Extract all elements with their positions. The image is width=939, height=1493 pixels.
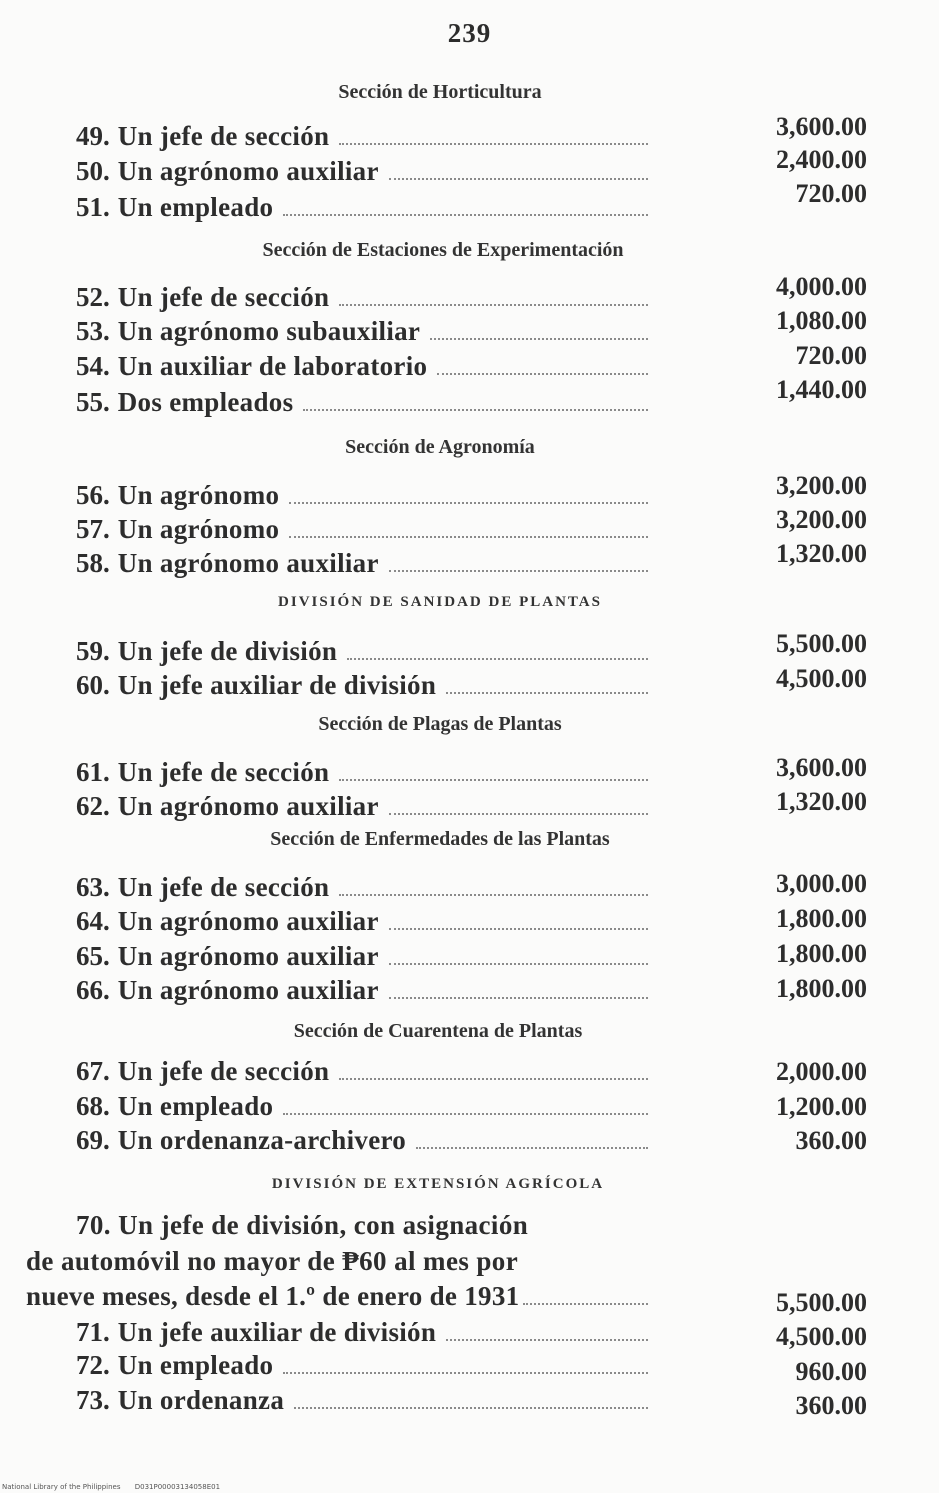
item-amount: 5,500.00 xyxy=(776,1288,867,1317)
line-item xyxy=(76,1056,652,1090)
item-description: Un agrónomo auxiliar xyxy=(117,156,379,186)
item-number: 63. xyxy=(76,872,110,902)
item-amount: 1,320.00 xyxy=(776,539,867,568)
dot-leader xyxy=(437,373,648,375)
line-item xyxy=(76,757,652,791)
dot-leader xyxy=(389,963,648,965)
item-number: 51. xyxy=(76,192,110,222)
item-description: Un agrónomo auxiliar xyxy=(117,975,379,1005)
item-amount: 960.00 xyxy=(795,1357,867,1386)
dot-leader xyxy=(389,813,648,815)
item-amount: 360.00 xyxy=(795,1391,867,1420)
dot-leader xyxy=(283,1113,648,1115)
line-item xyxy=(76,636,652,670)
section-heading: Sección de Agronomía xyxy=(345,436,535,458)
item-amount: 360.00 xyxy=(795,1126,867,1155)
section-heading: Sección de Estaciones de Experimentación xyxy=(262,239,624,261)
item-amount: 3,200.00 xyxy=(776,471,867,500)
dot-leader xyxy=(430,338,648,340)
item-number: 56. xyxy=(76,480,110,510)
line-item xyxy=(76,156,652,190)
item-description: Un jefe de sección xyxy=(117,282,330,312)
item-number: 65. xyxy=(76,941,110,971)
item-number: 60. xyxy=(76,670,110,700)
item-description: Un empleado xyxy=(117,1350,274,1380)
item-description: Un jefe de sección xyxy=(117,121,330,151)
item-amount: 4,500.00 xyxy=(776,664,867,693)
division-heading: DIVISIÓN DE SANIDAD DE PLANTAS xyxy=(278,594,602,610)
item-amount: 2,000.00 xyxy=(776,1057,867,1086)
line-item xyxy=(76,121,652,155)
dot-leader xyxy=(416,1147,648,1149)
item-number: 62. xyxy=(76,791,110,821)
item-amount: 4,000.00 xyxy=(776,272,867,301)
item-amount: 5,500.00 xyxy=(776,629,867,658)
item-amount: 1,800.00 xyxy=(776,904,867,933)
dot-leader xyxy=(523,1303,648,1305)
item-description: Un jefe auxiliar de división xyxy=(117,1317,437,1347)
item-amount: 3,200.00 xyxy=(776,505,867,534)
line-item xyxy=(76,480,652,514)
dot-leader xyxy=(446,692,648,694)
scan-footer xyxy=(2,1483,232,1491)
dot-leader xyxy=(289,502,648,504)
item-amount: 720.00 xyxy=(795,341,867,370)
line-item xyxy=(76,941,652,975)
item-number: 64. xyxy=(76,906,110,936)
division-heading: DIVISIÓN DE EXTENSIÓN AGRÍCOLA xyxy=(271,1176,605,1192)
line-item xyxy=(76,906,652,940)
paragraph-line: de automóvil no mayor de ₱60 al mes por xyxy=(26,1246,519,1276)
item-amount: 1,800.00 xyxy=(776,974,867,1003)
item-description: Dos empleados xyxy=(117,387,294,417)
dot-leader xyxy=(339,894,648,896)
dot-leader xyxy=(389,928,648,930)
section-heading: Sección de Cuarentena de Plantas xyxy=(293,1020,583,1042)
dot-leader xyxy=(339,779,648,781)
line-item xyxy=(76,192,652,226)
item-description: Un empleado xyxy=(117,192,274,222)
item-description: Un agrónomo xyxy=(117,514,280,544)
item-number: 53. xyxy=(76,316,110,346)
item-amount: 1,200.00 xyxy=(776,1092,867,1121)
line-item xyxy=(76,670,652,704)
item-number: 61. xyxy=(76,757,110,787)
item-number: 54. xyxy=(76,351,110,381)
line-item xyxy=(76,1125,652,1159)
dot-leader xyxy=(283,1372,648,1374)
item-number: 59. xyxy=(76,636,110,666)
line-item xyxy=(76,1350,652,1384)
line-item xyxy=(76,351,652,385)
line-item xyxy=(76,1385,652,1419)
dot-leader xyxy=(446,1339,648,1341)
dot-leader xyxy=(389,997,648,999)
item-description: Un auxiliar de laboratorio xyxy=(117,351,428,381)
line-item xyxy=(76,514,652,548)
dot-leader xyxy=(347,658,648,660)
item-description: Un jefe de división xyxy=(117,636,338,666)
item-description: Un empleado xyxy=(117,1091,274,1121)
item-amount: 4,500.00 xyxy=(776,1322,867,1351)
paragraph-line: nueve meses, desde el 1.º de enero de 1931 xyxy=(26,1281,520,1311)
dot-leader xyxy=(303,409,648,411)
section-heading: Sección de Plagas de Plantas xyxy=(318,713,562,735)
item-number: 66. xyxy=(76,975,110,1005)
item-amount: 1,800.00 xyxy=(776,939,867,968)
item-description: Un agrónomo subauxiliar xyxy=(117,316,421,346)
dot-leader xyxy=(289,536,648,538)
line-item xyxy=(76,1317,652,1351)
item-number: 58. xyxy=(76,548,110,578)
line-item xyxy=(76,975,652,1009)
dot-leader xyxy=(339,143,648,145)
dot-leader xyxy=(339,1078,648,1080)
dot-leader xyxy=(283,214,648,216)
item-number: 52. xyxy=(76,282,110,312)
line-item xyxy=(76,872,652,906)
item-number: 72. xyxy=(76,1350,110,1380)
library-name: National Library of the Philippines xyxy=(2,1483,121,1491)
item-number: 68. xyxy=(76,1091,110,1121)
scan-code: D031P00003134058E01 xyxy=(134,1483,221,1491)
item-description: Un jefe de sección xyxy=(117,1056,330,1086)
item-description: Un ordenanza-archivero xyxy=(117,1125,407,1155)
item-number: 55. xyxy=(76,387,110,417)
item-description: Un jefe de sección xyxy=(117,872,330,902)
line-item xyxy=(76,316,652,350)
line-item xyxy=(26,1281,652,1315)
item-description: Un jefe de sección xyxy=(117,757,330,787)
item-description: Un agrónomo auxiliar xyxy=(117,791,379,821)
item-description: Un agrónomo auxiliar xyxy=(117,906,379,936)
item-description: Un ordenanza xyxy=(117,1385,285,1415)
dot-leader xyxy=(339,304,648,306)
page-number: 239 xyxy=(447,18,492,48)
section-heading: Sección de Horticultura xyxy=(338,81,542,103)
item-number: 69. xyxy=(76,1125,110,1155)
item-amount: 1,320.00 xyxy=(776,787,867,816)
section-heading: Sección de Enfermedades de las Plantas xyxy=(270,828,610,850)
line-item xyxy=(76,1091,652,1125)
item-amount: 3,600.00 xyxy=(776,753,867,782)
item-amount: 2,400.00 xyxy=(776,145,867,174)
item-description: Un agrónomo auxiliar xyxy=(117,941,379,971)
item-amount: 720.00 xyxy=(795,179,867,208)
dot-leader xyxy=(294,1407,648,1409)
line-item xyxy=(76,548,652,582)
item-amount: 3,600.00 xyxy=(776,112,867,141)
item-amount: 3,000.00 xyxy=(776,869,867,898)
line-item xyxy=(76,387,652,421)
item-number: 71. xyxy=(76,1317,110,1347)
item-description: Un agrónomo auxiliar xyxy=(117,548,379,578)
line-item xyxy=(76,282,652,316)
item-description: Un agrónomo xyxy=(117,480,280,510)
item-number: 67. xyxy=(76,1056,110,1086)
paragraph-line: 70. Un jefe de división, con asignación xyxy=(76,1210,529,1240)
item-description: Un jefe auxiliar de división xyxy=(117,670,437,700)
item-number: 49. xyxy=(76,121,110,151)
dot-leader xyxy=(389,570,648,572)
line-item xyxy=(76,791,652,825)
item-number: 73. xyxy=(76,1385,110,1415)
item-number: 57. xyxy=(76,514,110,544)
item-amount: 1,080.00 xyxy=(776,306,867,335)
item-amount: 1,440.00 xyxy=(776,375,867,404)
item-number: 50. xyxy=(76,156,110,186)
dot-leader xyxy=(389,178,648,180)
